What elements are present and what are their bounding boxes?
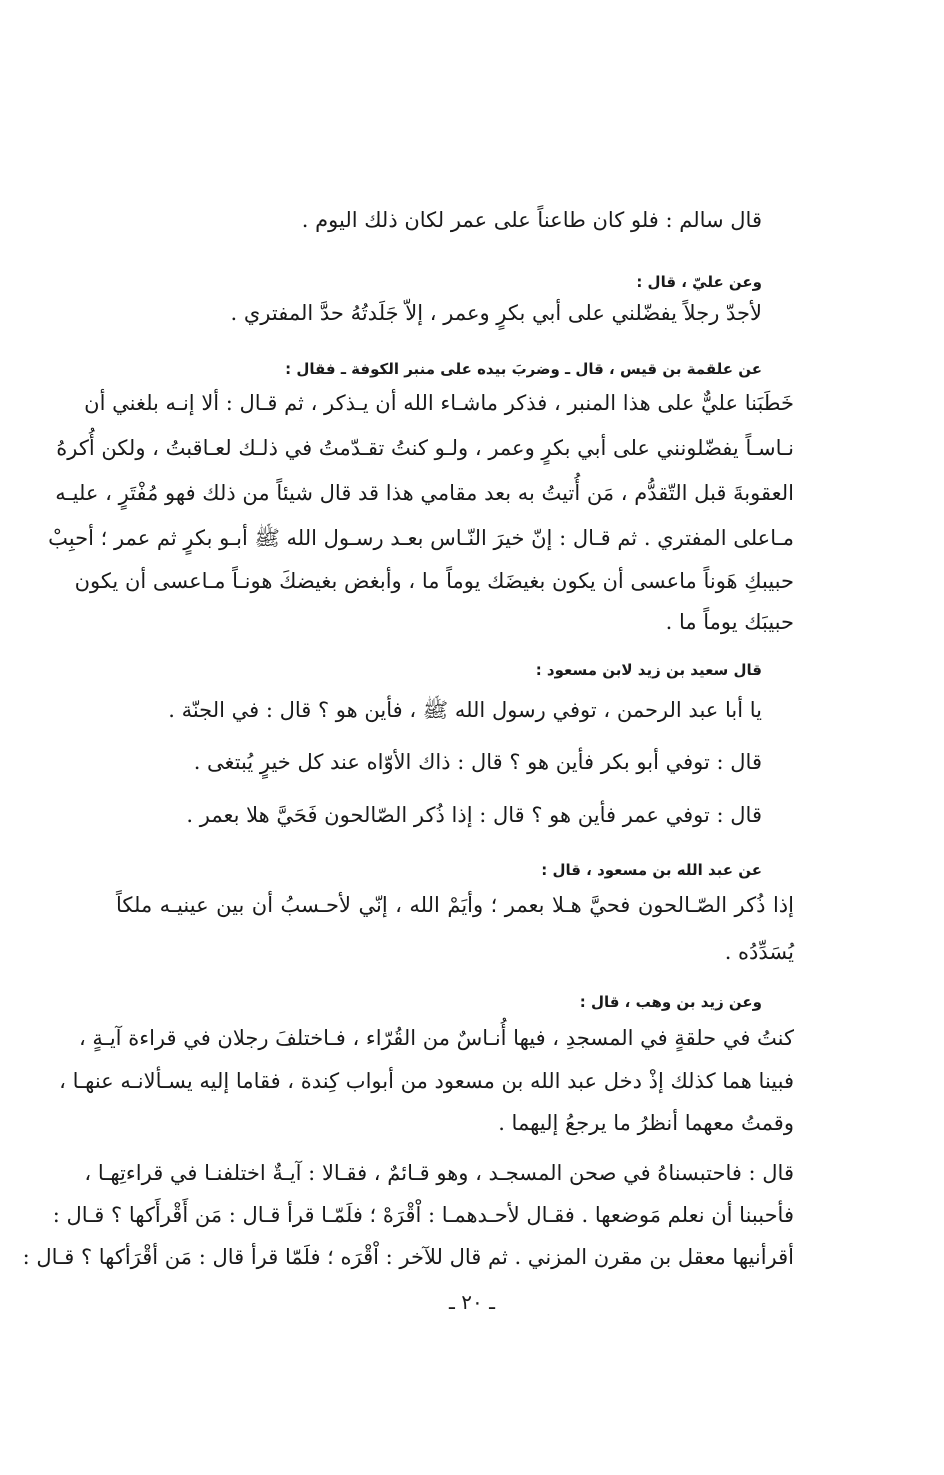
text-line: فبينا هما كذلك إذْ دخل عبد الله بن مسعود من أبواب كِندة ، فقاما إليه يسـألانـه عنهـا ، xyxy=(59,1069,794,1093)
text-line: قال : توفي عمر فأين هو ؟ قال : إذا ذُكر الصّالحون فَحَيَّ هلا بعمر . xyxy=(186,803,762,827)
text-line: وقمتُ معهما أنظرُ ما يرجعُ إليهما . xyxy=(498,1111,794,1135)
text-line: لأجدّ رجلاً يفضّلني على أبي بكرٍ وعمر ، إلاّ جَلَدتُهُ حدَّ المفتري . xyxy=(230,301,762,325)
text-line: يا أبا عبد الرحمن ، توفي رسول الله ﷺ ، فأين هو ؟ قال : في الجنّة . xyxy=(168,698,762,722)
section-heading: وعن عليّ ، قال : xyxy=(636,273,762,291)
text-line: نـاسـاً يفضّلونني على أبي بكرٍ وعمر ، ولـو كنتُ تقـدّمتُ في ذلـك لعـاقبتُ ، ولكن أُكرهُ xyxy=(56,436,794,460)
text-line: أقرأنيها معقل بن مقرن المزني . ثم قال للآخر : اْقْرَه ؛ فلَمّا قرأ قال : مَن أقْرَأكها ؟ قـال : xyxy=(22,1245,794,1269)
text-line: حبيبكِ هَوناً ماعسى أن يكون بغيضَك يوماً ما ، وأبغض بغيضكَ هونـاً مـاعسى أن يكون xyxy=(74,569,794,593)
text-line: خَطَبَنا عليٌّ على هذا المنبر ، فذكر ماشـاء الله أن يـذكر ، ثم قـال : ألا إنـه بلغني أن xyxy=(84,391,794,415)
section-heading: وعن زيد بن وهب ، قال : xyxy=(579,993,762,1011)
text-line: كنتُ في حلقةٍ في المسجدِ ، فيها أُنـاسٌ من القُرّاء ، فـاختلفَ رجلان في قراءة آيـةٍ ، xyxy=(78,1026,794,1050)
text-line: حبيبَك يوماً ما . xyxy=(665,610,794,634)
text-line: فأحببنا أن نعلم مَوضعها . فقـال لأحـدهمـا : اْقْرَهْ ؛ فلَمّـا قرأ قـال : مَن أَقْرأَكها ؟ قـال : xyxy=(52,1203,794,1227)
text-line: مـاعلى المفتري . ثم قـال : إنّ خيرَ النّـاس بعـد رسـول الله ﷺ أبـو بكرٍ ثم عمر ؛ أحبِبْ xyxy=(48,526,794,550)
text-line: إذا ذُكر الصّـالحون فحيَّ هـلا بعمر ؛ وأيَمْ الله ، إنّي لأحـسبُ أن بين عينيـه ملكاً xyxy=(116,893,794,917)
text-line: قال سالم : فلو كان طاعناً على عمر لكان ذلك اليوم . xyxy=(301,208,762,232)
text-line: يُسَدِّدُه . xyxy=(724,940,794,964)
section-heading: عن عبد الله بن مسعود ، قال : xyxy=(541,861,762,879)
text-line: قال : توفي أبو بكر فأين هو ؟ قال : ذاك الأوّاه عند كل خيرٍ يُبتغى . xyxy=(193,750,762,774)
section-heading: قال سعيد بن زيد لابن مسعود : xyxy=(535,661,762,679)
text-line: قال : فاحتبسناهُ في صحن المسجـد ، وهو قـائمٌ ، فقـالا : آيـةٌ اختلفنـا في قراءتِهـا ، xyxy=(84,1161,794,1185)
section-heading: عن علقمة بن قيس ، قال ـ وضربَ بيده على منبر الكوفة ـ فقال : xyxy=(285,360,762,378)
text-line: العقوبةَ قبل التّقدُّم ، مَن أُتيتُ به بعد مقامي هذا قد قال شيئاً من ذلك فهو مُفْتَرٍ ، عليـه xyxy=(55,481,794,505)
page-number: ـ ٢٠ ـ xyxy=(449,1290,495,1314)
